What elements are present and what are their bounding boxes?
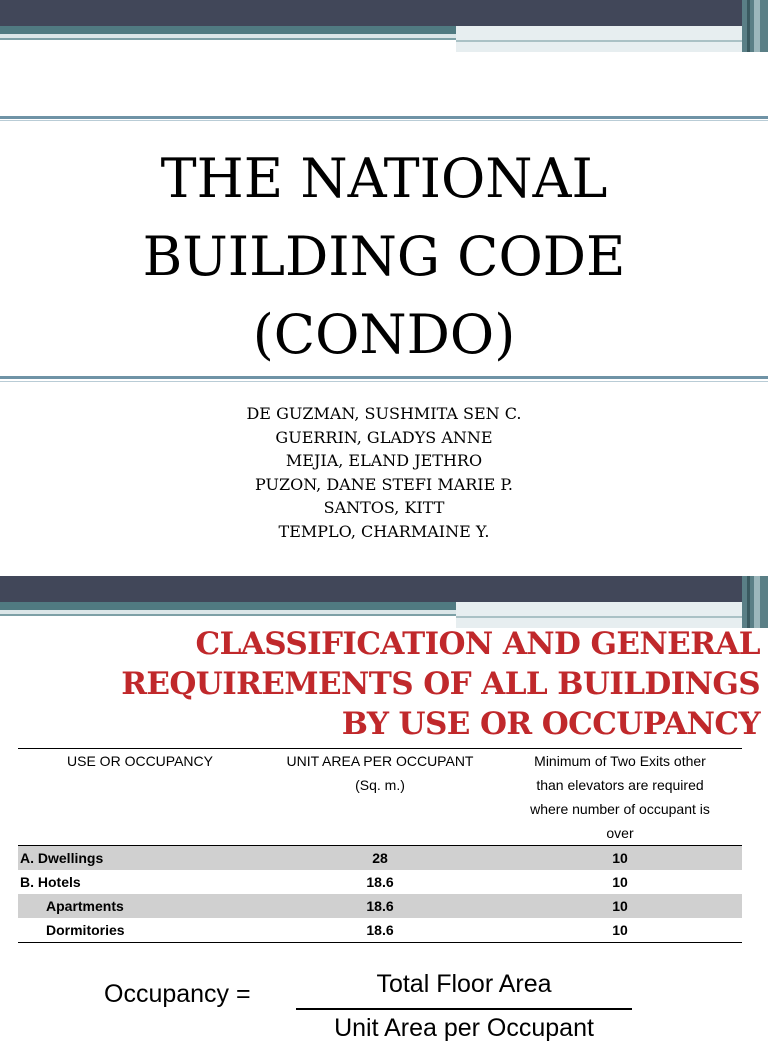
cell-area: 28 bbox=[262, 846, 498, 871]
header-area-line: UNIT AREA PER OCCUPANT bbox=[286, 753, 474, 769]
cell-area: 18.6 bbox=[366, 874, 394, 890]
cell-area: 18.6 bbox=[262, 918, 498, 943]
cell-exits: 10 bbox=[498, 918, 742, 943]
author-name: SANTOS, KITT bbox=[323, 498, 445, 517]
cell-use: B. Hotels bbox=[20, 874, 81, 890]
occupancy-table bbox=[18, 748, 742, 943]
table-row bbox=[18, 894, 742, 918]
heading-line: CLASSIFICATION AND GENERAL bbox=[195, 626, 760, 662]
header-exits-line: over bbox=[606, 825, 634, 841]
top-bar bbox=[0, 576, 768, 602]
title-rule-bottom-thin bbox=[0, 381, 768, 382]
title-rule-top-thin bbox=[0, 120, 768, 121]
fraction-bar bbox=[296, 1008, 632, 1010]
author-name: DE GUZMAN, SUSHMITA SEN C. bbox=[246, 404, 522, 423]
top-accent-block bbox=[456, 26, 742, 52]
author-name: GUERRIN, GLADYS ANNE bbox=[275, 427, 493, 447]
heading-line: REQUIREMENTS OF ALL BUILDINGS bbox=[121, 666, 760, 702]
cell-exits: 10 bbox=[612, 874, 628, 890]
formula-denominator: Unit Area per Occupant bbox=[334, 1014, 594, 1042]
heading-line: BY USE OR OCCUPANCY bbox=[341, 706, 760, 742]
table-row bbox=[18, 918, 742, 943]
header-exits bbox=[498, 749, 742, 846]
header-area-line: (Sq. m.) bbox=[355, 777, 405, 793]
section-heading bbox=[20, 624, 760, 744]
cell-exits: 10 bbox=[498, 894, 742, 918]
title-rule-bottom bbox=[0, 376, 768, 379]
header-exits-line: where number of occupant is bbox=[530, 801, 710, 817]
classification-slide bbox=[0, 576, 768, 1042]
header-exits-line: than elevators are required bbox=[536, 777, 704, 793]
table-row bbox=[18, 870, 742, 894]
corner-stripe-light bbox=[754, 576, 760, 628]
title-line: THE NATIONAL bbox=[160, 147, 608, 210]
cell-area: 18.6 bbox=[262, 894, 498, 918]
title-rule-top bbox=[0, 116, 768, 119]
corner-stripe-dark bbox=[747, 576, 750, 628]
top-accent-block-line bbox=[456, 40, 742, 42]
table-header-row bbox=[18, 749, 742, 846]
cell-use: Apartments bbox=[18, 894, 262, 918]
header-area bbox=[262, 749, 498, 846]
cell-exits: 10 bbox=[498, 846, 742, 871]
author-name: MEJIA, ELAND JETHRO bbox=[285, 451, 483, 470]
formula-numerator: Total Floor Area bbox=[376, 970, 552, 998]
author-list bbox=[0, 402, 768, 543]
table-row bbox=[18, 846, 742, 871]
corner-stripe-dark bbox=[747, 0, 750, 52]
title-line: BUILDING CODE bbox=[142, 225, 626, 288]
corner-stripe-light bbox=[754, 0, 760, 52]
author-name: TEMPLO, CHARMAINE Y. bbox=[278, 521, 490, 541]
title-line: (CONDO) bbox=[252, 303, 516, 366]
header-use: USE OR OCCUPANCY bbox=[18, 749, 262, 846]
author-name: PUZON, DANE STEFI MARIE P. bbox=[255, 474, 513, 494]
top-bar bbox=[0, 0, 768, 26]
slide-title bbox=[0, 140, 768, 374]
top-accent-block-line bbox=[456, 616, 742, 618]
header-exits-line: Minimum of Two Exits other bbox=[534, 753, 706, 769]
cell-use: A. Dwellings bbox=[18, 846, 262, 871]
occupancy-formula bbox=[0, 964, 768, 1042]
cell-use: Dormitories bbox=[18, 918, 262, 943]
formula-left: Occupancy = bbox=[104, 980, 251, 1008]
